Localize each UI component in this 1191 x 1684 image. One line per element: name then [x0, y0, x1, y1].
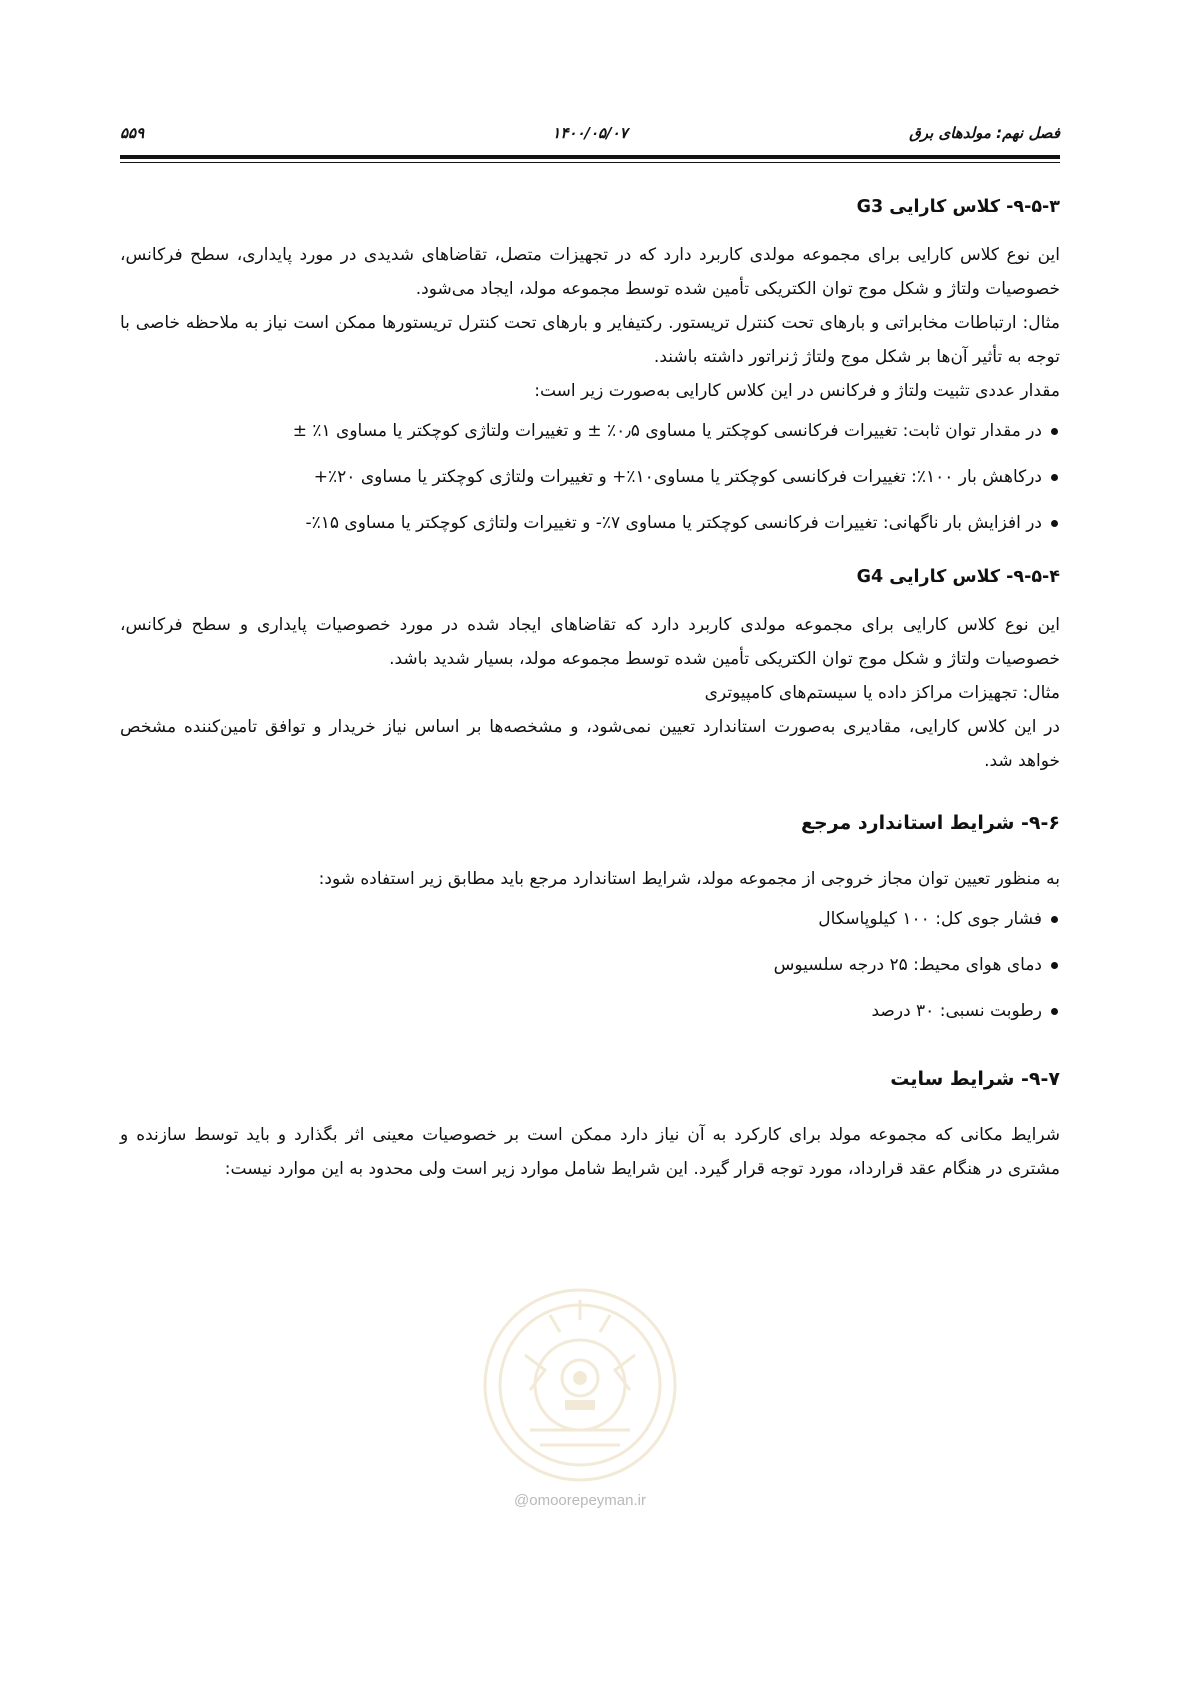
- section-6-title: ۹-۶- شرایط استاندارد مرجع: [801, 812, 1060, 834]
- section-7-title: ۹-۷- شرایط سایت: [890, 1068, 1060, 1090]
- section-g4-title: ۹-۵-۴- کلاس کارایی G4: [856, 567, 1060, 587]
- section-g3-paragraph-3: مقدار عددی تثبیت ولتاژ و فرکانس در این کلاس کارایی به‌صورت زیر است:: [534, 381, 1060, 401]
- list-item: دمای هوای محیط: ۲۵ درجه سلسیوس: [120, 942, 1060, 988]
- section-6-paragraph-1: به منظور تعیین توان مجاز خروجی از مجموعه مولد، شرایط استاندارد مرجع باید مطابق زیر استفاده شود:: [318, 869, 1060, 889]
- list-item: رطوبت نسبی: ۳۰ درصد: [120, 988, 1060, 1034]
- section-g4-paragraph-2: مثال: تجهیزات مراکز داده یا سیستم‌های کامپیوتری: [704, 683, 1060, 703]
- section-7-paragraph-1: شرایط مکانی که مجموعه مولد برای کارکرد به آن نیاز دارد ممکن است بر خصوصیات معینی اثر بگذارد و باید توسط سازنده و مشتری در هنگام عقد قرارداد، مورد توجه قرار گیرد. این شرایط شامل موارد زیر است ولی محدود به این موارد نیست:: [120, 1125, 1060, 1179]
- section-g3-paragraph-2: مثال: ارتباطات مخابراتی و بارهای تحت کنترل تریستور. رکتیفایر و بارهای تحت کنترل تریستورها ممکن است نیاز به ملاحظه خاصی با توجه به تأثیر آن‌ها بر شکل موج ولتاژ ژنراتور داشته باشند.: [120, 313, 1060, 367]
- page-header: [120, 124, 1060, 148]
- section-g3-paragraph-1: این نوع کلاس کارایی برای مجموعه مولدی کاربرد دارد که در تجهیزات متصل، تقاضاهای شدیدی در مورد پایداری، سطح فرکانس، خصوصیات ولتاژ و شکل موج توان الکتریکی تأمین شده توسط مجموعه مولد، ایجاد می‌شود.: [120, 245, 1060, 299]
- chapter-title: فصل نهم: مولدهای برق: [909, 124, 1060, 142]
- header-rule-thick: [120, 155, 1060, 159]
- list-item: درکاهش بار ۱۰۰٪: تغییرات فرکانسی کوچکتر یا مساوی۱۰٪+ و تغییرات ولتاژی کوچکتر یا مساوی ۲۰٪+: [120, 454, 1060, 500]
- header-rule-thin: [120, 162, 1060, 163]
- seal-logo-icon: [470, 1260, 690, 1500]
- page-number: ۵۵۹: [120, 124, 145, 142]
- header-date: ۱۴۰۰/۰۵/۰۷: [552, 124, 628, 142]
- list-item: فشار جوی کل: ۱۰۰ کیلوپاسکال: [120, 896, 1060, 942]
- section-6-bullet-list: [120, 896, 1060, 1034]
- section-g3-bullet-list: [120, 408, 1060, 546]
- section-g3-title: ۹-۵-۳- کلاس کارایی G3: [856, 197, 1060, 217]
- watermark-site-text: @omoorepeyman.ir: [514, 1492, 646, 1509]
- list-item: در مقدار توان ثابت: تغییرات فرکانسی کوچکتر یا مساوی ۰٫۵٪ ± و تغییرات ولتاژی کوچکتر یا مساوی ۱٪ ±: [120, 408, 1060, 454]
- section-g4-paragraph-1: این نوع کلاس کارایی برای مجموعه مولدی کاربرد دارد که تقاضاهای ایجاد شده در مورد خصوصیات پایداری و سطح فرکانس، خصوصیات ولتاژ و شکل موج توان الکتریکی تأمین شده توسط مجموعه مولد، بسیار شدید باشد.: [120, 615, 1060, 669]
- section-g4-paragraph-3: در این کلاس کارایی، مقادیری به‌صورت استاندارد تعیین نمی‌شود، و مشخصه‌ها بر اساس نیاز خریدار و توافق تامین‌کننده مشخص خواهد شد.: [120, 717, 1060, 771]
- list-item: در افزایش بار ناگهانی: تغییرات فرکانسی کوچکتر یا مساوی ۷٪- و تغییرات ولتاژی کوچکتر یا مساوی ۱۵٪-: [120, 500, 1060, 546]
- page-content: [120, 190, 1060, 1186]
